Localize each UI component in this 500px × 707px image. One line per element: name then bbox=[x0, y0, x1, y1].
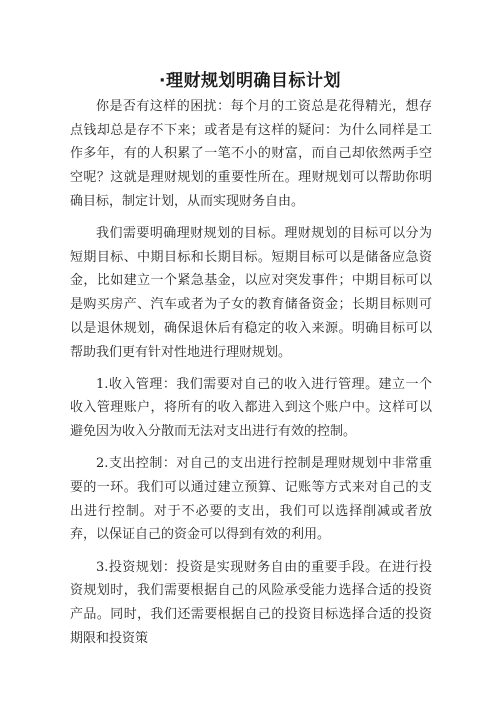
paragraph-expense-control: 2.支出控制：对自己的支出进行控制是理财规划中非常重要的一环。我们可以通过建立预算、记账等方式来对自己的支出进行控制。对于不必要的支出，我们可以选择削减或者放弃，以保证自己的资金可以得到有效的利用。 bbox=[70, 456, 432, 543]
paragraph-income-management: 1.收入管理：我们需要对自己的收入进行管理。建立一个收入管理账户，将所有的收入都进入到这个账户中。这样可以避免因为收入分散而无法对支出进行有效的控制。 bbox=[70, 376, 432, 440]
title-row bbox=[0, 66, 500, 96]
paragraph-investment-planning: 3.投资规划：投资是实现财务自由的重要手段。在进行投资规划时，我们需要根据自己的风险承受能力选择合适的投资产品。同时，我们还需要根据自己的投资目标选择合适的投资期限和投资策 bbox=[70, 559, 432, 646]
paragraph-goals: 我们需要明确理财规划的目标。理财规划的目标可以分为短期目标、中期目标和长期目标。短期目标可以是储备应急资金，比如建立一个紧急基金，以应对突发事件；中期目标可以是购买房产、汽车或者为子女的教育储备资金；长期目标则可以是退休规划，确保退休后有稳定的收入来源。明确目标可以帮助我们更有针对性地进行理财规划。 bbox=[70, 226, 432, 360]
page-title: ·理财规划明确目标计划 bbox=[159, 71, 341, 91]
paragraph-intro: 你是否有这样的困扰：每个月的工资总是花得精光，想存点钱却总是存不下来；或者是有这样的疑问：为什么同样是工作多年，有的人积累了一笔不小的财富，而自己却依然两手空空呢？这就是理财规划的重要性所在。理财规划可以帮助你明确目标，制定计划，从而实现财务自由。 bbox=[70, 99, 432, 209]
document-body bbox=[70, 95, 432, 659]
